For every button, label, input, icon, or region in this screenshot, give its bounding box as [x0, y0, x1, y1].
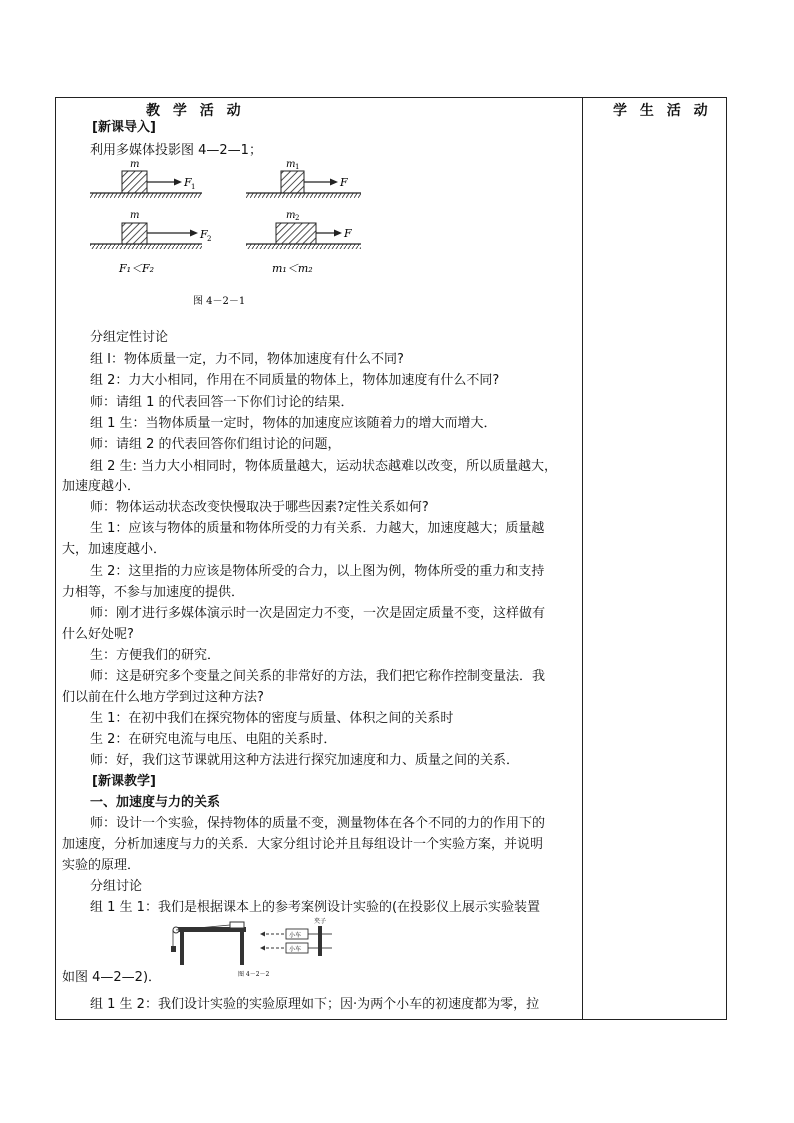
paragraph: 师：物体运动状态改变快慢取决于哪些因素?定性关系如何? [90, 500, 429, 515]
paragraph: 生：方便我们的研究． [90, 648, 221, 663]
svg-text:m: m [130, 210, 140, 221]
paragraph: 如图 4—2—2)． [62, 970, 162, 985]
paragraph: 组 1 生 2：我们设计实验的实验原理如下；因·为两个小车的初速度都为零，拉 [90, 997, 540, 1012]
svg-text:F: F [184, 176, 192, 189]
lesson-table [55, 97, 727, 1020]
paragraph: 生 1：在初中我们在探究物体的密度与质量、体积之间的关系时 [90, 711, 454, 726]
paragraph: 组 2：力大小相同，作用在不同质量的物体上，物体加速度有什么不同? [90, 373, 500, 388]
scene-bottom-right [246, 210, 361, 249]
svg-text:1: 1 [295, 163, 300, 171]
scene-bottom-left [90, 210, 211, 249]
svg-text:m: m [286, 159, 296, 170]
paragraph: 生 1：应该与物体的质量和物体所受的力有关系．力越大，加速度越大；质量越 [90, 521, 545, 536]
paragraph: 师：这是研究多个变量之间关系的非常好的方法，我们把它称作控制变量法．我 [90, 669, 546, 684]
figure-caption: 图 4－2－2 [238, 971, 270, 978]
paragraph: 实验的原理． [62, 858, 141, 873]
figure-4-2-2 [166, 916, 366, 982]
top-view [260, 917, 332, 956]
paragraph: 加速度越小． [62, 479, 141, 494]
paragraph: 们以前在什么地方学到过这种方法? [62, 690, 264, 705]
paragraph: 分组定性讨论 [90, 330, 169, 345]
paragraph: 生 2：这里指的力应该是物体所受的合力，以上图为例，物体所受的重力和支持 [90, 564, 545, 579]
svg-text:2: 2 [207, 235, 212, 243]
paragraph: 师：请组 2 的代表回答你们组讨论的问题， [90, 437, 341, 452]
svg-text:m: m [286, 210, 296, 221]
experiment-table [171, 922, 246, 965]
svg-text:1: 1 [191, 183, 196, 191]
block-icon [281, 171, 304, 193]
paragraph: 师：好，我们这节课就用这种方法进行探究加速度和力、质量之间的关系． [90, 753, 520, 768]
section-new-lesson-intro: [新课导入] [92, 120, 156, 135]
scene-top-right [246, 159, 361, 198]
paragraph: 加速度，分析加速度与力的关系．大家分组讨论并且每组设计一个实验方案，并说明 [62, 837, 544, 852]
paragraph: 师：刚才进行多媒体演示时一次是固定力不变，一次是固定质量不变，这样做有 [90, 606, 546, 621]
student-activity-column [583, 98, 726, 1019]
paragraph: 力相等，不参与加速度的提供． [62, 585, 245, 600]
paragraph: 组 1 生：当物体质量一定时，物体的加速度应该随着力的增大而增大． [90, 416, 497, 431]
paragraph: 分组讨论 [90, 879, 143, 894]
block-icon [122, 171, 147, 193]
paragraph: 组 2 生: 当力大小相同时，物体质量越大，运动状态越难以改变，所以质量越大， [90, 459, 558, 474]
section-new-lesson-teaching: [新课教学] [92, 774, 156, 789]
weight-icon [171, 946, 176, 952]
svg-text:小车: 小车 [289, 946, 302, 953]
figure-4-2-1 [86, 156, 376, 316]
paragraph: 什么好处呢? [62, 627, 134, 642]
teaching-activity-header: 教 学 活 动 [146, 103, 245, 119]
teaching-activity-column [56, 98, 582, 1019]
paragraph: 大，加速度越小． [62, 542, 167, 557]
subsection-title: 一、加速度与力的关系 [90, 795, 221, 810]
paragraph: 生 2：在研究电流与电压、电阻的关系时． [90, 732, 337, 747]
svg-text:F: F [340, 176, 348, 189]
scene-top-left [90, 159, 202, 198]
paragraph: 组 I：物体质量一定，力不同，物体加速度有什么不同? [90, 352, 404, 367]
svg-text:夹子: 夹子 [314, 918, 327, 925]
block-icon [122, 223, 147, 244]
svg-text:m: m [130, 159, 140, 170]
clip-icon [318, 926, 322, 956]
intro-line: 利用多媒体投影图 4—2—1； [90, 143, 262, 158]
svg-text:2: 2 [295, 214, 300, 222]
block-icon [276, 223, 316, 244]
figure-relation-left: F₁＜F₂ [119, 262, 155, 275]
svg-text:小车: 小车 [289, 932, 302, 939]
svg-text:F: F [200, 228, 208, 241]
student-activity-header: 学 生 活 动 [613, 103, 712, 119]
figure-relation-right: m₁＜m₂ [272, 262, 313, 275]
figure-caption: 图 4－2－1 [193, 296, 246, 307]
paragraph: 师：设计一个实验，保持物体的质量不变，测量物体在各个不同的力的作用下的 [90, 816, 546, 831]
paragraph: 组 1 生 1：我们是根据课本上的参考案例设计实验的(在投影仪上展示实验装置 [90, 900, 541, 915]
svg-text:F: F [344, 227, 352, 240]
paragraph: 师：请组 1 的代表回答一下你们讨论的结果． [90, 395, 354, 410]
